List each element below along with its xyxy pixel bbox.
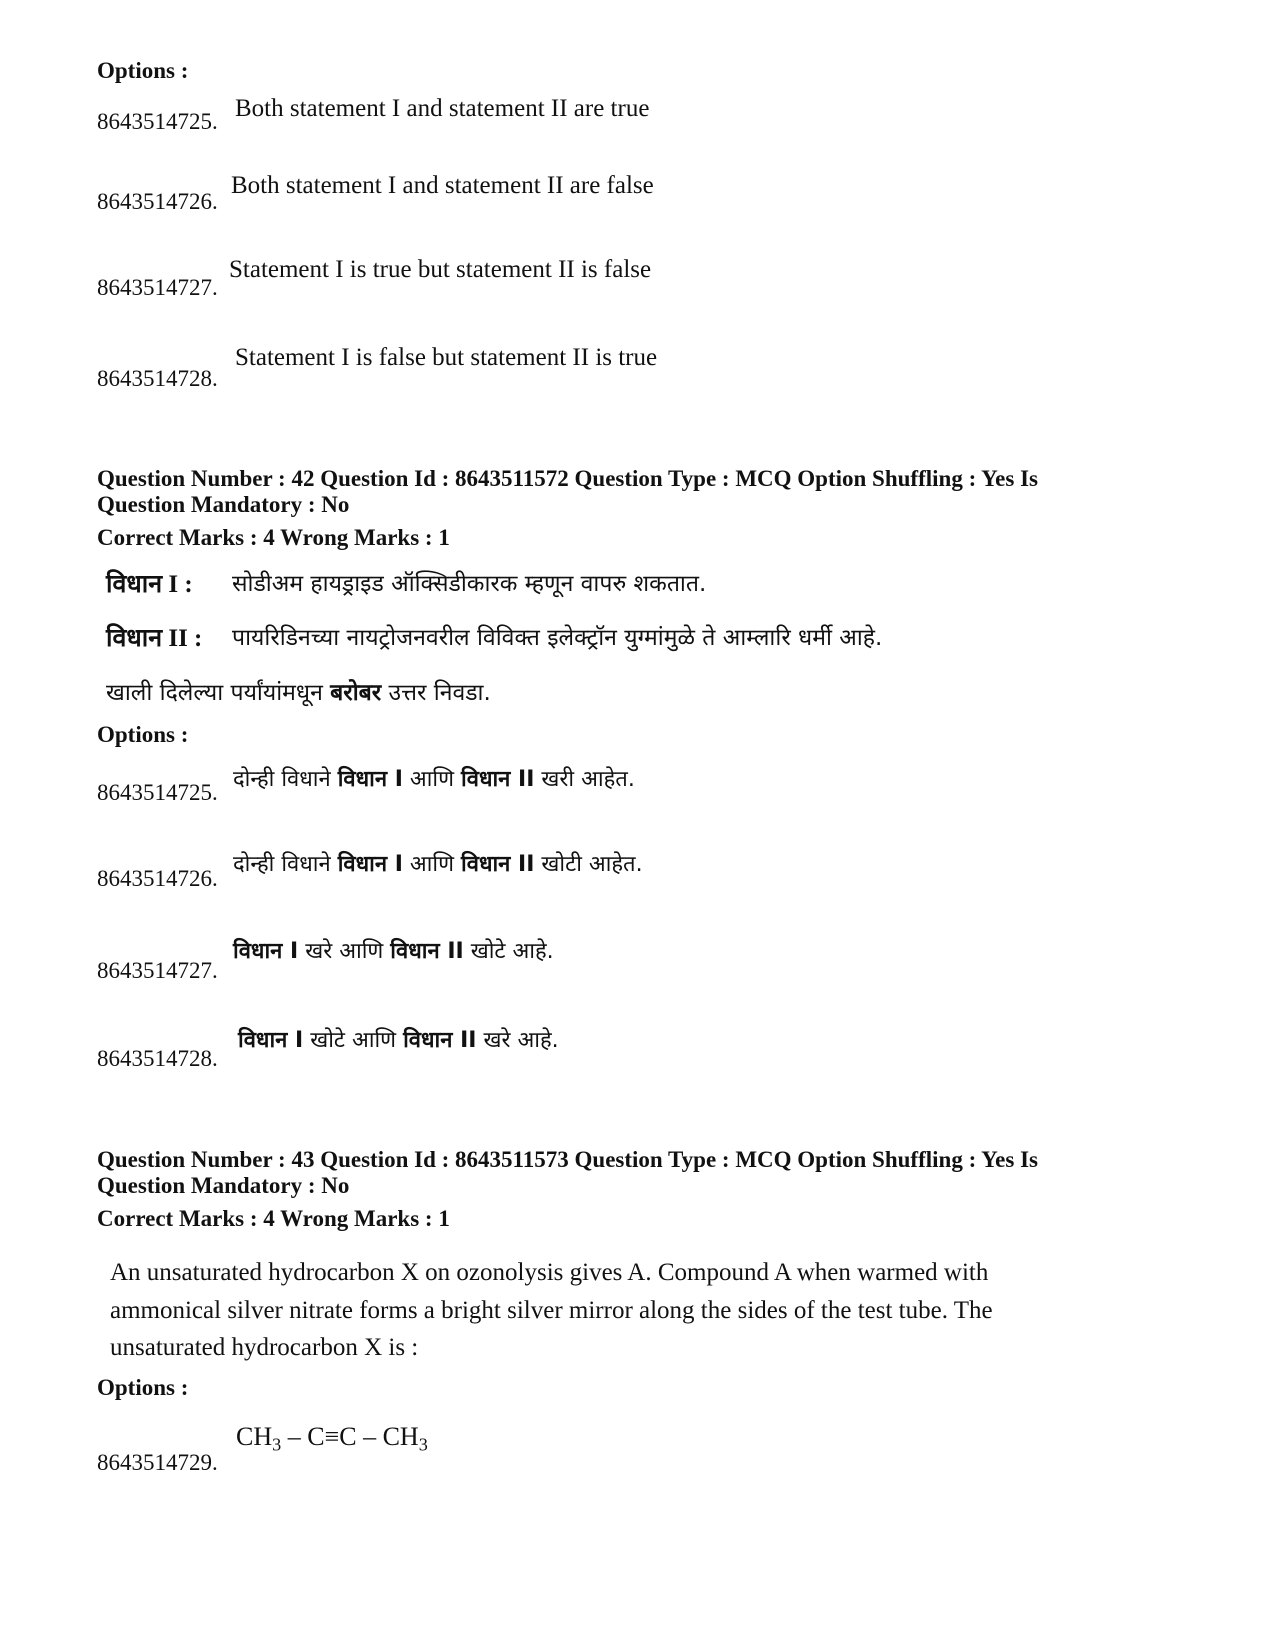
statement-label: विधान II : bbox=[106, 625, 203, 652]
option-id: 8643514726. bbox=[97, 189, 218, 214]
option-text: Both statement I and statement II are true bbox=[235, 95, 650, 122]
question-header: Question Number : 43 Question Id : 8643511573 Question Type : MCQ Option Shuffling : Yes Is bbox=[97, 1147, 1038, 1172]
question-header: Question Number : 42 Question Id : 8643511572 Question Type : MCQ Option Shuffling : Yes Is bbox=[97, 466, 1038, 491]
question-header: Question Mandatory : No bbox=[97, 492, 350, 517]
question-text: ammonical silver nitrate forms a bright silver mirror along the sides of the test tube. The bbox=[110, 1297, 993, 1324]
option-id: 8643514727. bbox=[97, 958, 218, 983]
instruction: खाली दिलेल्या पर्यांयांमधून बरोबर उत्तर निवडा. bbox=[106, 680, 491, 706]
option-text: Statement I is false but statement II is true bbox=[235, 344, 658, 371]
option-text: Statement I is true but statement II is false bbox=[229, 256, 652, 283]
option-id: 8643514726. bbox=[97, 866, 218, 891]
chemical-formula: $CH_3 - C\equiv C - CH_3$ bbox=[236, 1422, 428, 1455]
option-text: दोन्ही विधाने विधान I आणि विधान II खरी आहेत. bbox=[233, 767, 635, 792]
option-id: 8643514727. bbox=[97, 275, 218, 300]
options-label: Options : bbox=[97, 58, 189, 83]
question-marks: Correct Marks : 4 Wrong Marks : 1 bbox=[97, 1206, 450, 1231]
question-marks: Correct Marks : 4 Wrong Marks : 1 bbox=[97, 525, 450, 550]
option-text: Both statement I and statement II are false bbox=[231, 172, 654, 199]
question-text: An unsaturated hydrocarbon X on ozonolysis gives A. Compound A when warmed with bbox=[110, 1259, 989, 1286]
statement-label: विधान I : bbox=[106, 571, 193, 598]
option-id: 8643514729. bbox=[97, 1450, 218, 1475]
options-label: Options : bbox=[97, 1375, 189, 1400]
option-text: दोन्ही विधाने विधान I आणि विधान II खोटी आहेत. bbox=[233, 852, 643, 877]
question-text: unsaturated hydrocarbon X is : bbox=[110, 1334, 419, 1361]
option-id: 8643514725. bbox=[97, 780, 218, 805]
option-id: 8643514725. bbox=[97, 109, 218, 134]
question-header: Question Mandatory : No bbox=[97, 1173, 350, 1198]
option-text: विधान I खरे आणि विधान II खोटे आहे. bbox=[233, 939, 554, 964]
option-id: 8643514728. bbox=[97, 366, 218, 391]
option-id: 8643514728. bbox=[97, 1046, 218, 1071]
options-label: Options : bbox=[97, 722, 189, 747]
statement-text: सोडीअम हायड्राइड ऑक्सिडीकारक म्हणून वापरु शकतात. bbox=[232, 571, 707, 597]
option-text: विधान I खोटे आणि विधान II खरे आहे. bbox=[238, 1028, 559, 1053]
statement-text: पायरिडिनच्या नायट्रोजनवरील विविक्त इलेक्ट्रॉन युग्मांमुळे ते आम्लारि धर्मी आहे. bbox=[232, 625, 883, 651]
